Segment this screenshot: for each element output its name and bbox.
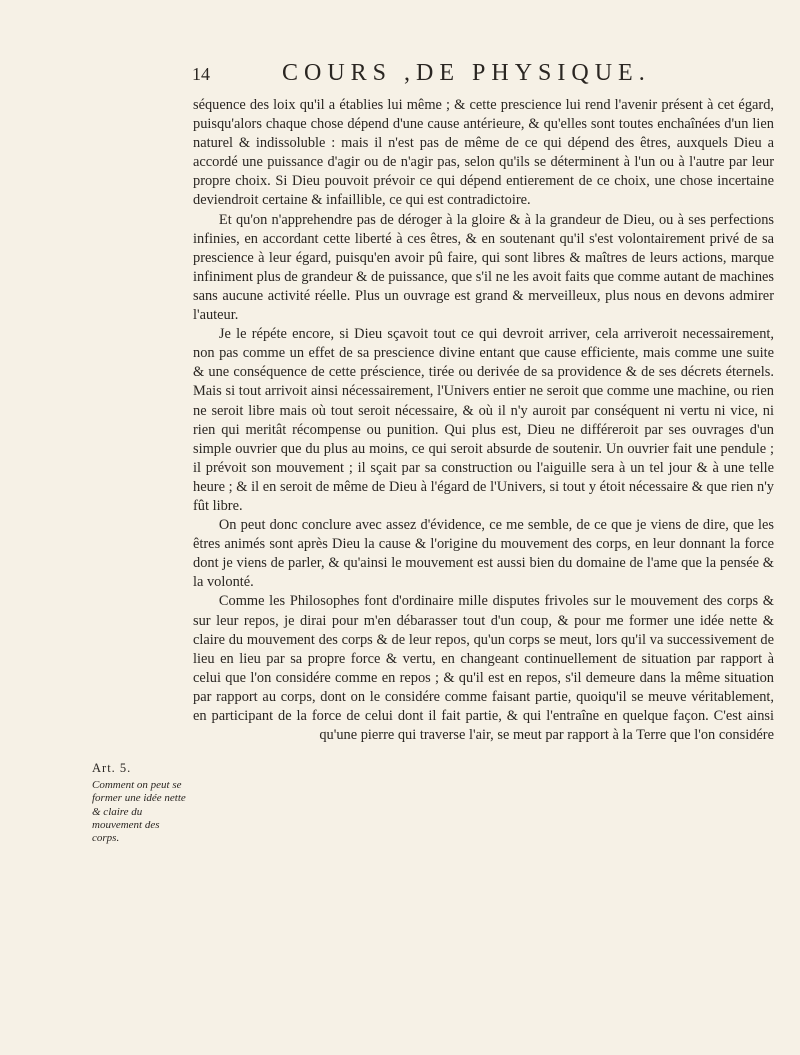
page-number: 14	[192, 64, 210, 84]
article-number: Art. 5.	[92, 761, 132, 775]
body-text	[193, 96, 774, 745]
paragraph: On peut donc conclure avec assez d'évidence, ce me semble, de ce que je viens de dire, que les êtres animés sont après Dieu la cause & l'origine du mouvement des corps, en leur donnant la force dont je viens de parler, & qu'ainsi le mouvement est aussi bien du domaine de l'ame que la pensée & la volonté.	[193, 517, 774, 591]
margin-note	[92, 762, 188, 845]
running-head	[192, 62, 772, 92]
running-title: COURS ,DE PHYSIQUE.	[282, 60, 651, 86]
paragraph: séquence des loix qu'il a établies lui même ; & cette prescience lui rend l'avenir présent à cet égard, puisqu'alors chaque chose dépend d'une cause antérieure, & qu'elles sont toutes enchaînées d'un lien naturel & indissoluble : mais il n'est pas de même de ce qui dépend des êtres, auxquels Dieu a accordé une puissance d'agir ou de n'agir pas, selon qu'ils se déterminent à l'un ou à l'autre par leur propre choix. Si Dieu pouvoit prévoir ce qui dépend entierement de ce choix, une chose incertaine deviendroit certaine & infaillible, ce qui est contradictoire.	[193, 97, 774, 209]
paragraph: Et qu'on n'apprehendre pas de déroger à la gloire & à la grandeur de Dieu, ou à ses perfections infinies, en accordant cette liberté à ces êtres, & en soutenant qu'il s'est volontairement privé de sa prescience à leur égard, puisqu'en avoir pû faire, qui sont libres & maîtres de leurs actions, marque infiniment plus de grandeur & de puissance, que s'il ne les avoit faits que comme autant de machines sans aucune activité réelle. Plus un ouvrage est grand & merveilleux, plus nous en devons admirer l'auteur.	[193, 211, 774, 324]
paragraph: Comme les Philosophes font d'ordinaire mille disputes frivoles sur le mouvement des corps & sur leur repos, je dirai pour m'en débarasser tout d'un coup, & pour me former une idée nette & claire du mouvement des corps & de leur repos, qu'un corps se meut, lors qu'il va successivement de lieu en lieu par sa propre force & vertu, en changeant continuellement de situation par rapport à celui que l'on considére comme en repos ; & qu'il est en repos, s'il demeure dans la même situation par rapport au corps, dont on le considére comme faisant partie, quoiqu'il se meuve véritablement, en participant de la force de celui dont il fait partie, & qui l'entraîne en quelque façon. C'est ainsi qu'une pierre qui traverse l'air, se meut par rapport à la Terre que l'on considére	[193, 593, 774, 744]
marginal-gloss: Comment on peut se former une idée nette & claire du mouvement des corps.	[92, 779, 186, 845]
paragraph: Je le répéte encore, si Dieu sçavoit tout ce qui devroit arriver, cela arriveroit necessairement, non pas comme un effet de sa prescience divine entant que cause efficiente, mais comme une suite & une conséquence de cette préscience, tirée ou derivée de sa providence & de ses décrets éternels. Mais si tout arrivoit ainsi nécessairement, l'Univers entier ne seroit que comme une machine, ou rien ne seroit libre mais où tout seroit nécessaire, & où il n'y auroit par conséquent ni vertu ni vice, ni rien qui meritât récompense ou punition. Qui plus est, Dieu ne différeroit par ses ouvrages d'un simple ouvrier que du plus au moins, ce qui seroit absurde de soutenir. Un ouvrier fait une pendule ; il prévoit son mouvement ; il sçait par sa construction ou l'aiguille sera à un tel jour & à une telle heure ; & il en seroit de même de Dieu à l'égard de l'Univers, si tout y étoit nécessaire & que rien n'y fût libre.	[193, 326, 774, 514]
